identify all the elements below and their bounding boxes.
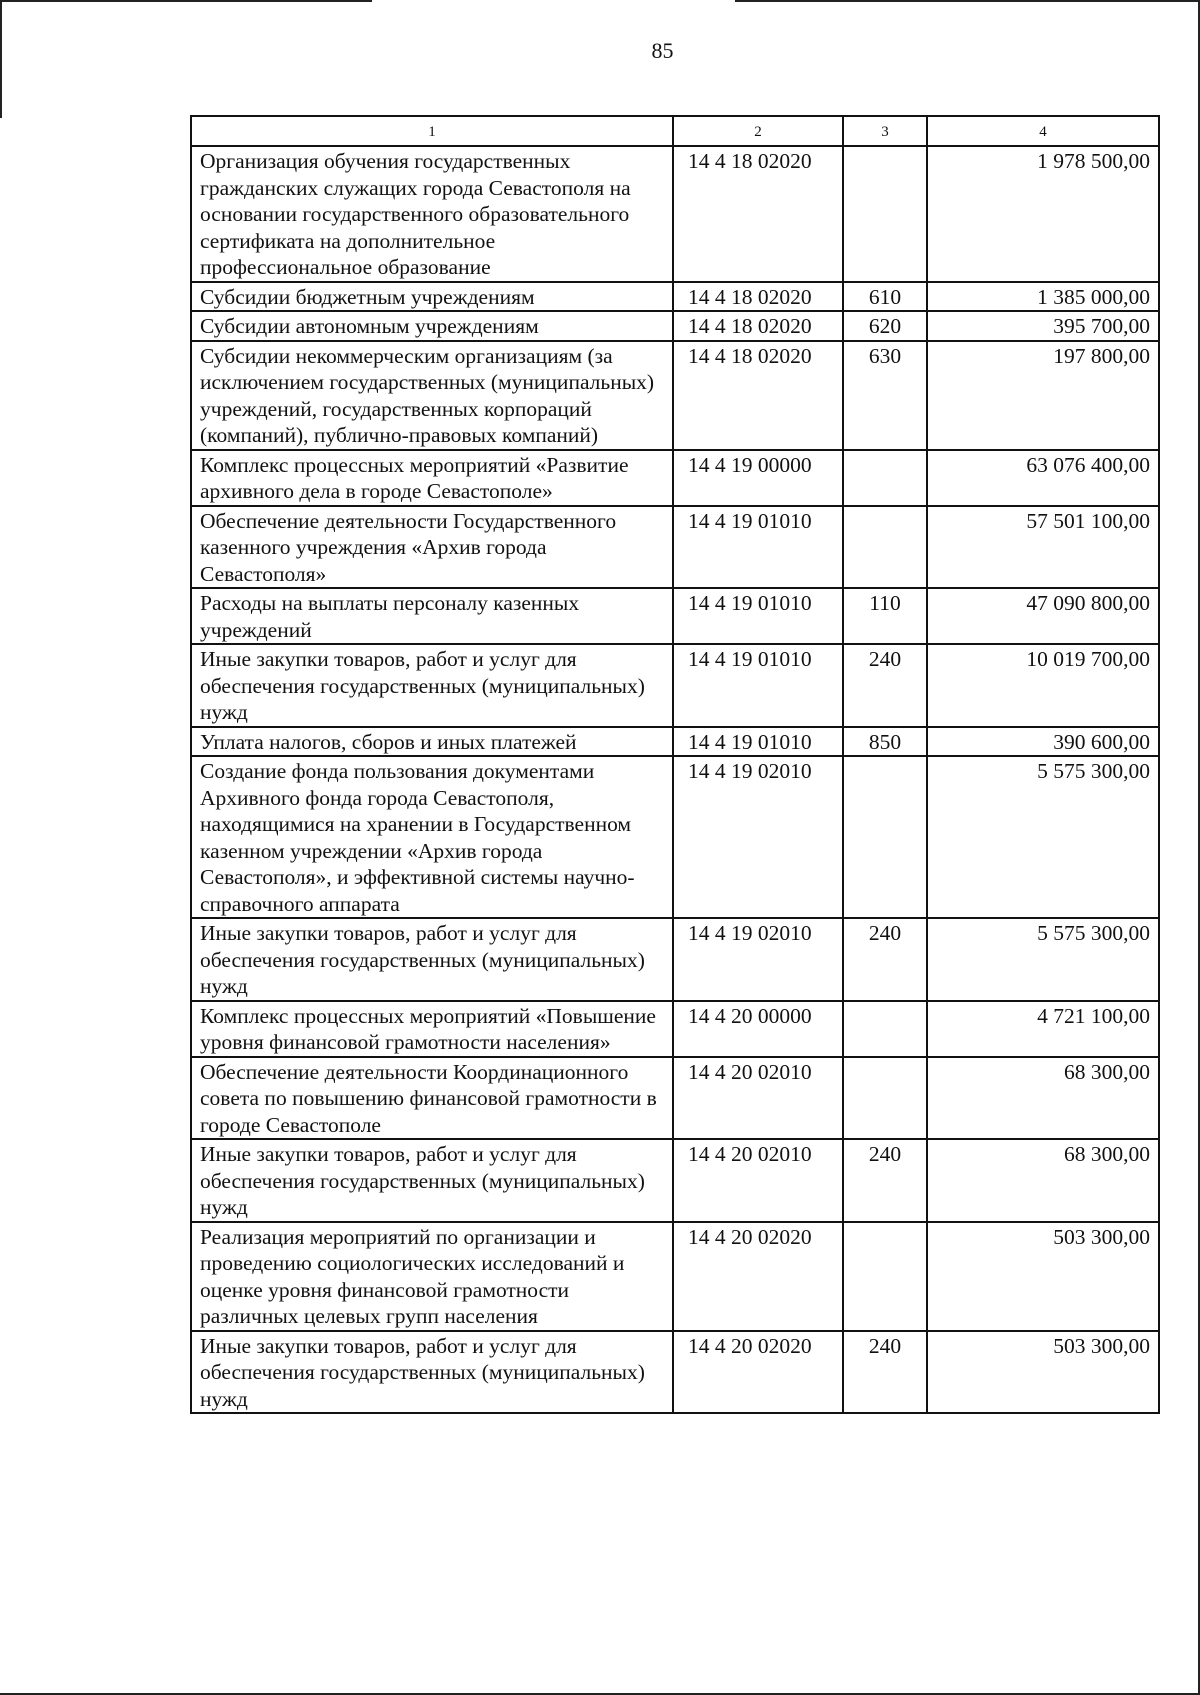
row-kvr-cell: 630 [843, 341, 927, 450]
row-name-cell: Комплекс процессных мероприятий «Развитие архивного дела в городе Севастополе» [191, 450, 673, 506]
row-name-cell: Субсидии автономным учреждениям [191, 311, 673, 341]
table-row [191, 146, 1159, 282]
row-sum-cell: 10 019 700,00 [927, 644, 1159, 727]
row-name-cell: Уплата налогов, сборов и иных платежей [191, 727, 673, 757]
row-name-cell: Обеспечение деятельности Государственного казенного учреждения «Архив города Севастополя» [191, 506, 673, 589]
row-code-cell: 14 4 19 00000 [673, 450, 843, 506]
row-sum-cell: 390 600,00 [927, 727, 1159, 757]
table-row [191, 644, 1159, 727]
row-code-cell: 14 4 19 02010 [673, 756, 843, 918]
column-header-code: 2 [673, 116, 843, 146]
scan-edge [0, 0, 372, 2]
row-code-cell: 14 4 20 00000 [673, 1001, 843, 1057]
row-sum-cell: 503 300,00 [927, 1222, 1159, 1331]
table-row [191, 588, 1159, 644]
table-row [191, 1057, 1159, 1140]
row-code-cell: 14 4 19 01010 [673, 588, 843, 644]
row-sum-cell: 4 721 100,00 [927, 1001, 1159, 1057]
table-row [191, 918, 1159, 1001]
row-kvr-cell [843, 1057, 927, 1140]
row-kvr-cell: 620 [843, 311, 927, 341]
row-code-cell: 14 4 19 01010 [673, 644, 843, 727]
row-sum-cell: 68 300,00 [927, 1057, 1159, 1140]
row-name-cell: Субсидии некоммерческим организациям (за исключением государственных (муниципальных) учреждений, государственных корпораций (компаний), публично-правовых компаний) [191, 341, 673, 450]
row-code-cell: 14 4 18 02020 [673, 282, 843, 312]
row-code-cell: 14 4 20 02010 [673, 1057, 843, 1140]
row-kvr-cell: 240 [843, 1331, 927, 1414]
table-row [191, 311, 1159, 341]
table-row [191, 1139, 1159, 1222]
row-code-cell: 14 4 19 02010 [673, 918, 843, 1001]
row-name-cell: Реализация мероприятий по организации и проведению социологических исследований и оценке уровня финансовой грамотности различных целевых групп населения [191, 1222, 673, 1331]
row-sum-cell: 1 385 000,00 [927, 282, 1159, 312]
row-name-cell: Иные закупки товаров, работ и услуг для обеспечения государственных (муниципальных) нужд [191, 1139, 673, 1222]
table-row [191, 506, 1159, 589]
row-sum-cell: 5 575 300,00 [927, 918, 1159, 1001]
row-kvr-cell: 850 [843, 727, 927, 757]
row-name-cell: Иные закупки товаров, работ и услуг для обеспечения государственных (муниципальных) нужд [191, 644, 673, 727]
row-name-cell: Обеспечение деятельности Координационного совета по повышению финансовой грамотности в городе Севастополе [191, 1057, 673, 1140]
row-code-cell: 14 4 18 02020 [673, 146, 843, 282]
row-sum-cell: 395 700,00 [927, 311, 1159, 341]
column-header-name: 1 [191, 116, 673, 146]
table-row [191, 282, 1159, 312]
table-row [191, 341, 1159, 450]
row-sum-cell: 1 978 500,00 [927, 146, 1159, 282]
row-kvr-cell: 240 [843, 644, 927, 727]
column-header-sum: 4 [927, 116, 1159, 146]
row-kvr-cell [843, 506, 927, 589]
table-row [191, 450, 1159, 506]
row-sum-cell: 5 575 300,00 [927, 756, 1159, 918]
table-row [191, 1222, 1159, 1331]
row-code-cell: 14 4 20 02020 [673, 1331, 843, 1414]
table-row [191, 1331, 1159, 1414]
table-row [191, 756, 1159, 918]
table-row [191, 1001, 1159, 1057]
scan-edge [735, 0, 1200, 2]
row-sum-cell: 57 501 100,00 [927, 506, 1159, 589]
row-kvr-cell [843, 756, 927, 918]
row-code-cell: 14 4 19 01010 [673, 506, 843, 589]
row-kvr-cell: 240 [843, 918, 927, 1001]
row-name-cell: Создание фонда пользования документами Архивного фонда города Севастополя, находящимися на хранении в Государственном казенном учреждении «Архив города Севастополя», и эффективной системы научно-справочного аппарата [191, 756, 673, 918]
column-header-kvr: 3 [843, 116, 927, 146]
budget-table [190, 115, 1160, 1414]
row-name-cell: Иные закупки товаров, работ и услуг для обеспечения государственных (муниципальных) нужд [191, 1331, 673, 1414]
table-row [191, 727, 1159, 757]
row-name-cell: Расходы на выплаты персоналу казенных учреждений [191, 588, 673, 644]
row-code-cell: 14 4 20 02010 [673, 1139, 843, 1222]
row-sum-cell: 503 300,00 [927, 1331, 1159, 1414]
row-sum-cell: 63 076 400,00 [927, 450, 1159, 506]
row-name-cell: Субсидии бюджетным учреждениям [191, 282, 673, 312]
row-sum-cell: 68 300,00 [927, 1139, 1159, 1222]
row-sum-cell: 47 090 800,00 [927, 588, 1159, 644]
row-kvr-cell [843, 1001, 927, 1057]
row-name-cell: Иные закупки товаров, работ и услуг для обеспечения государственных (муниципальных) нужд [191, 918, 673, 1001]
row-sum-cell: 197 800,00 [927, 341, 1159, 450]
row-kvr-cell [843, 1222, 927, 1331]
row-kvr-cell [843, 146, 927, 282]
row-name-cell: Организация обучения государственных гражданских служащих города Севастополя на основании государственного образовательного сертификата на дополнительное профессиональное образование [191, 146, 673, 282]
row-kvr-cell: 240 [843, 1139, 927, 1222]
row-code-cell: 14 4 18 02020 [673, 341, 843, 450]
row-kvr-cell [843, 450, 927, 506]
row-code-cell: 14 4 19 01010 [673, 727, 843, 757]
row-name-cell: Комплекс процессных мероприятий «Повышение уровня финансовой грамотности населения» [191, 1001, 673, 1057]
row-kvr-cell: 110 [843, 588, 927, 644]
row-kvr-cell: 610 [843, 282, 927, 312]
row-code-cell: 14 4 20 02020 [673, 1222, 843, 1331]
row-code-cell: 14 4 18 02020 [673, 311, 843, 341]
table-header-row [191, 116, 1159, 146]
page-number: 85 [651, 38, 674, 63]
